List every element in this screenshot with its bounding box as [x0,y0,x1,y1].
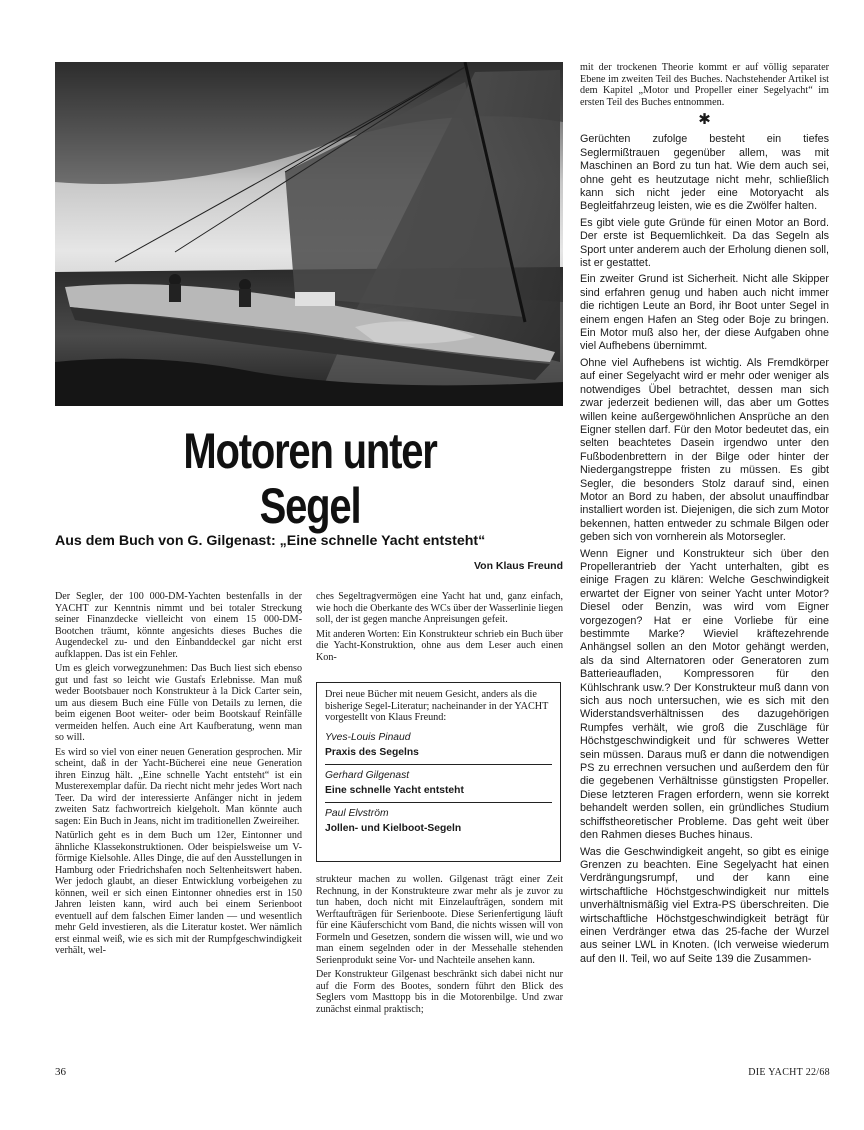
left-paragraph: Es wird so viel von einer neuen Generation gesprochen. Mir scheint, daß in der Yacht-Bücherei eine neue Generation ihren Einzug hält. „Eine schnelle Yacht entsteht“ ist ein Musterexemplar dafür. Da riecht nicht mehr jedes Wort nach Teer. Da wird der interessierte Anfänger nicht in jedem zweiten Satz fachwortreich kielgeholt. Man könnte auch sagen: Ein Buch in Jeans, nicht im traditionellen Zweireiher. [55,746,302,827]
book-info-box [316,682,561,862]
page-number: 36 [55,1066,66,1078]
book-title: Jollen- und Kielboot-Segeln [325,822,462,834]
left-paragraph: Natürlich geht es in dem Buch um 12er, Eintonner und ähnliche Klassekonstruktionen. Oder beispielsweise um V-förmige Kielsohle. Alles Dinge, die auf den Ausstellungen in Hamburg oder Friedrichshafen noch Seltenheitswert haben. Wer jedoch glaubt, an dieser Entwicklung vorbeigehen zu können, weil er sich einen Eintonner ohnedies erst in 150 Jahren leisten kann, wird auch bei einem Serienboot eventuell auf dem falschen Eimer landen — und wesentlich mehr Geld investieren, als die Literatur kostet. Wer nämlich erst einmal weiß, wie es sich mit der Rumpfgeschwindigkeit verhält, wel- [55,830,302,956]
book-title: Eine schnelle Yacht entsteht [325,784,464,796]
subheadline: Aus dem Buch von G. Gilgenast: „Eine schnelle Yacht entsteht“ [55,533,486,549]
middle-paragraph: strukteur machen zu wollen. Gilgenast trägt einer Zeit Rechnung, in der Konstrukteure zwar mehr als je zuvor zu tun haben, doch nicht mit Einzelaufträgen, sondern mit Werftaufträgen für Serienboote. Diese Serienfertigung läuft für eine Käuferschicht vom Band, die nichts wissen will von Formeln und Gesetzen, sondern die wissen will, wie und wo man einem segelnden oder in der Messehalle stehenden Serienprodukt seine Vor- und Nachteile ansehen kann. [316,874,563,966]
book-title: Praxis des Segelns [325,746,419,758]
book-author: Paul Elvström [325,807,389,819]
left-paragraph: Der Segler, der 100 000-DM-Yachten bestenfalls in der YACHT zur Kenntnis nimmt und bei totaler Streckung seiner Finanzdecke vielleicht von einem 15 000-DM-Bootchen träumt, könnte angesichts dieses Buches die Augendeckel zu- und den Einbanddeckel gar nicht erst aufklappen. Das ist ein Fehler. [55,591,302,660]
headline [110,424,510,534]
book-author: Yves-Louis Pinaud [325,731,411,743]
middle-column-top [316,591,563,666]
middle-paragraph: Der Konstrukteur Gilgenast beschränkt sich dabei nicht nur auf die Form des Bootes, sondern führt den Blick des Seglers vom Masttopp bis in die Motorenbilge. Und zwar zunächst einmal praktisch; [316,969,563,1015]
right-column-intro: mit der trockenen Theorie kommt er auf völlig separater Ebene im zweiten Teil des Buches. Nachstehender Artikel ist dem Kapitel „Motor und Propeller einer Segelyacht“ im ersten Teil des Buches entnommen. [580,62,829,108]
right-paragraph: Was die Geschwindigkeit angeht, so gibt es einige Grenzen zu beachten. Eine Segelyacht hat einen Verdrängungsrumpf, und der kann eine wirtschaftliche Höchstgeschwindigkeit nur mittels unverhältnismäßig viel Extra-PS überschreiten. Die wirtschaftliche Höchstgeschwindigkeit beträgt für einen Verdränger etwa das 25-fache der Wurzel aus seiner LWL in Knoten. (Ich verweise wiederum auf den II. Teil, wo auf Seite 139 die Zusammen- [580,845,829,965]
right-paragraph: Ohne viel Aufhebens ist wichtig. Als Fremdkörper auf einer Segelyacht wird er mehr oder weniger als notwendiges Übel betrachtet, dessen man sich zwar jederzeit bedienen will, das aber um Gottes willen keine außergewöhnlichen Ansprüche an den Eigner stellen darf. Für den Motor bedeutet das, ein selten beachtetes Dasein irgendwo unter den Fußbodenbrettern in der Bilge oder hinter der Niedergangstreppe fristen zu müssen. Es gibt Segler, die besonders Stolz darauf sind, einen Motor an Bord zu haben, der absolut unauffindbar installiert worden ist. Diejenigen, die sich zum Motor bekennen, hatten entweder zu schmale Bilgen oder geben sich von vornherein als Motorsegler. [580,356,829,544]
magazine-issue: DIE YACHT 22/68 [748,1067,830,1078]
right-paragraph: Es gibt viele gute Gründe für einen Motor an Bord. Der erste ist Bequemlichkeit. Da das Segeln als Sport unter anderem auch der Erholung dienen soll, ist er gestattet. [580,216,829,270]
right-paragraph: Ein zweiter Grund ist Sicherheit. Nicht alle Skipper sind erfahren genug und haben auch nicht immer die richtigen Leute an Bord, ihr Boot unter Segel in einem engen Hafen an Steg oder Boje zu bringen. Ein Motor muß also her, der diese Aufgaben ohne viel Aufhebens übernimmt. [580,273,829,353]
box-divider [325,802,552,803]
yacht-photo [55,62,563,406]
middle-paragraph: ches Segeltragvermögen eine Yacht hat und, ganz einfach, wie hoch die Oberkante des WCs über der Wasserlinie liegen soll, der ist gegen manche Anpreisungen gefeit. [316,591,563,625]
headline-line-2: Segel [259,478,361,534]
box-divider [325,764,552,765]
sailing-yacht-photo-icon [55,62,563,406]
left-column [55,591,302,960]
right-paragraph: Gerüchten zufolge besteht ein tiefes Seglermißtrauen gegenüber allem, was mit Maschinen an Bord zu tun hat. Wie dem auch sei, ohne geht es heutzutage nicht mehr, schließlich kann sich nicht jeder eine Motoryacht als Begleitfahrzeug leisten, wie es die Zwölfer halten. [580,133,829,213]
middle-column-bottom [316,874,563,1018]
book-box-intro: Drei neue Bücher mit neuem Gesicht, anders als die bisherige Segel-Literatur; nacheinander in der YACHT vorgestellt von Klaus Freund: [325,689,549,724]
byline: Von Klaus Freund [473,560,563,572]
middle-paragraph: Mit anderen Worten: Ein Konstrukteur schrieb ein Buch über die Yacht-Konstruktion, ohne aus dem Leser auch einen Kon- [316,628,563,663]
left-paragraph: Um es gleich vorwegzunehmen: Das Buch liest sich ebenso gut und fast so leicht wie Gustafs Erlebnisse. Man muß weder Bootsbauer noch Konstrukteur à la Dick Carter sein, um aus diesem Buch eine Fülle von Details zu lernen, die beim eigenen Boot weiter- oder beim Bootskauf Reinfälle vermeiden helfen. Auch eine Art Kaufberatung, wenn man so will. [55,663,302,743]
headline-line-1: Motoren unter [183,423,437,479]
book-author: Gerhard Gilgenast [325,769,410,781]
asterisk-separator-icon: ✱ [698,112,711,129]
right-paragraph: Wenn Eigner und Konstrukteur sich über den Propellerantrieb der Yacht unterhalten, gibt es einige Fragen zu klären: Welche Geschwindigkeit erwartet der Eigner von seiner Yacht unter Motor? Diesel oder Benzin, was wird vom Eigner vorgezogen? Hat er eine Vorliebe für eine bestimmte Marke? Wieviel kräftezehrende Anhängsel sollen an den Motor gehängt werden, als da sind Alternatoren oder Generatoren zum Batterieaufladen, Kompressoren für den Kühlschrank usw.? Der Konstrukteur muß dann von sich aus noch untersuchen, wie es sich mit den Widerstandsverhältnissen des dazugehörigen Rumpfes verhält, wie groß die Zuschläge für Höchstgeschwindigkeit und für schweres Wetter sein müssen. Daraus muß er dann die notwendigen PS zu errechnen versuchen und außerdem den für die gegebenen Verhältnisse günstigsten Propeller. Diese letzteren Fragen erfordern, wenn sie korrekt behandelt werden sollen, ein gründliches Studium schiffstheoretischer Probleme. Das geht weit über den Rahmen dieses Buches hinaus. [580,547,829,842]
right-column [580,62,829,969]
